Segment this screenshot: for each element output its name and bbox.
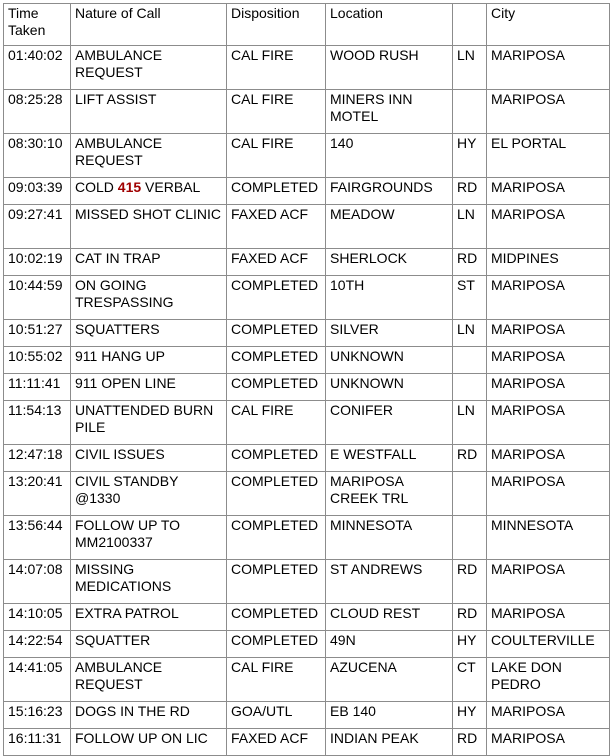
table-row: [4, 46, 610, 90]
cell-time: 11:11:41: [4, 374, 71, 401]
cell-location: ST ANDREWS: [326, 560, 453, 604]
cell-city: EL PORTAL: [487, 134, 610, 178]
cell-suffix: RD: [453, 560, 487, 604]
cell-disposition: COMPLETED: [227, 472, 326, 516]
cell-city: MARIPOSA: [487, 374, 610, 401]
cell-suffix: ST: [453, 276, 487, 320]
cell-nature: DOGS IN THE RD: [71, 702, 227, 729]
table-row: [4, 445, 610, 472]
cell-disposition: FAXED ACF: [227, 249, 326, 276]
cell-location: UNKNOWN: [326, 347, 453, 374]
cell-location: INDIAN PEAK: [326, 729, 453, 756]
nature-code-highlight: 415: [117, 179, 142, 195]
table-row: [4, 729, 610, 756]
cell-time: 16:11:31: [4, 729, 71, 756]
cell-city: MARIPOSA: [487, 702, 610, 729]
header-city: City: [487, 4, 610, 46]
cell-disposition: GOA/UTL: [227, 702, 326, 729]
cell-time: 14:41:05: [4, 658, 71, 702]
table-row: [4, 347, 610, 374]
cell-time: 11:54:13: [4, 401, 71, 445]
header-nature-of-call: Nature of Call: [71, 4, 227, 46]
table-row: [4, 134, 610, 178]
cell-time: 09:27:41: [4, 205, 71, 249]
header-disposition: Disposition: [227, 4, 326, 46]
cell-location: MARIPOSA CREEK TRL: [326, 472, 453, 516]
cell-suffix: LN: [453, 46, 487, 90]
table-row: [4, 658, 610, 702]
cell-disposition: COMPLETED: [227, 347, 326, 374]
cell-city: MARIPOSA: [487, 604, 610, 631]
table-row: [4, 604, 610, 631]
cell-city: MARIPOSA: [487, 46, 610, 90]
cell-disposition: COMPLETED: [227, 276, 326, 320]
cell-suffix: RD: [453, 729, 487, 756]
cell-time: 13:20:41: [4, 472, 71, 516]
nature-text-after: VERBAL: [141, 179, 201, 195]
cell-suffix: [453, 374, 487, 401]
cell-city: MIDPINES: [487, 249, 610, 276]
cell-suffix: [453, 472, 487, 516]
table-row: [4, 401, 610, 445]
cell-nature: EXTRA PATROL: [71, 604, 227, 631]
cell-disposition: CAL FIRE: [227, 401, 326, 445]
table-row: [4, 631, 610, 658]
cell-disposition: COMPLETED: [227, 374, 326, 401]
cell-time: 10:44:59: [4, 276, 71, 320]
cell-suffix: CT: [453, 658, 487, 702]
cell-suffix: HY: [453, 702, 487, 729]
cell-location: CONIFER: [326, 401, 453, 445]
header-time-taken: Time Taken: [4, 4, 71, 46]
cell-suffix: [453, 347, 487, 374]
cell-disposition: COMPLETED: [227, 445, 326, 472]
cell-city: MARIPOSA: [487, 401, 610, 445]
cell-location: 10TH: [326, 276, 453, 320]
cell-nature: ON GOING TRESPASSING: [71, 276, 227, 320]
cell-nature: 911 HANG UP: [71, 347, 227, 374]
cell-city: MARIPOSA: [487, 90, 610, 134]
header-suffix: [453, 4, 487, 46]
cell-suffix: HY: [453, 631, 487, 658]
cell-nature: FOLLOW UP TO MM2100337: [71, 516, 227, 560]
cell-disposition: FAXED ACF: [227, 205, 326, 249]
cell-city: MARIPOSA: [487, 445, 610, 472]
cell-time: 14:22:54: [4, 631, 71, 658]
cell-nature: UNATTENDED BURN PILE: [71, 401, 227, 445]
cell-time: 10:55:02: [4, 347, 71, 374]
cell-time: 10:02:19: [4, 249, 71, 276]
cell-disposition: CAL FIRE: [227, 134, 326, 178]
cell-nature: CIVIL STANDBY @1330: [71, 472, 227, 516]
table-row: [4, 320, 610, 347]
cell-city: LAKE DON PEDRO: [487, 658, 610, 702]
cell-suffix: RD: [453, 178, 487, 205]
cell-location: CLOUD REST: [326, 604, 453, 631]
cell-suffix: [453, 90, 487, 134]
cell-location: MINNESOTA: [326, 516, 453, 560]
cell-location: AZUCENA: [326, 658, 453, 702]
cell-location: SILVER: [326, 320, 453, 347]
cell-suffix: LN: [453, 205, 487, 249]
cell-disposition: COMPLETED: [227, 178, 326, 205]
cell-nature: SQUATTERS: [71, 320, 227, 347]
call-log-table: [3, 3, 610, 756]
cell-suffix: [453, 516, 487, 560]
cell-disposition: COMPLETED: [227, 604, 326, 631]
cell-time: 09:03:39: [4, 178, 71, 205]
cell-suffix: HY: [453, 134, 487, 178]
cell-location: MINERS INN MOTEL: [326, 90, 453, 134]
cell-time: 08:25:28: [4, 90, 71, 134]
cell-disposition: COMPLETED: [227, 631, 326, 658]
cell-suffix: LN: [453, 320, 487, 347]
cell-city: COULTERVILLE: [487, 631, 610, 658]
cell-nature: AMBULANCE REQUEST: [71, 134, 227, 178]
cell-city: MARIPOSA: [487, 276, 610, 320]
cell-nature: CAT IN TRAP: [71, 249, 227, 276]
cell-nature: MISSED SHOT CLINIC: [71, 205, 227, 249]
table-row: [4, 374, 610, 401]
table-row: [4, 90, 610, 134]
cell-disposition: COMPLETED: [227, 320, 326, 347]
cell-city: MARIPOSA: [487, 560, 610, 604]
cell-disposition: CAL FIRE: [227, 46, 326, 90]
cell-suffix: RD: [453, 249, 487, 276]
cell-city: MARIPOSA: [487, 205, 610, 249]
cell-time: 10:51:27: [4, 320, 71, 347]
cell-location: WOOD RUSH: [326, 46, 453, 90]
table-row: [4, 702, 610, 729]
cell-city: MINNESOTA: [487, 516, 610, 560]
cell-nature: LIFT ASSIST: [71, 90, 227, 134]
cell-suffix: RD: [453, 445, 487, 472]
header-location: Location: [326, 4, 453, 46]
header-row: [4, 4, 610, 46]
cell-time: 14:10:05: [4, 604, 71, 631]
cell-disposition: CAL FIRE: [227, 658, 326, 702]
cell-city: MARIPOSA: [487, 320, 610, 347]
cell-city: MARIPOSA: [487, 347, 610, 374]
cell-nature: MISSING MEDICATIONS: [71, 560, 227, 604]
cell-time: 12:47:18: [4, 445, 71, 472]
cell-location: 49N: [326, 631, 453, 658]
cell-time: 15:16:23: [4, 702, 71, 729]
cell-location: FAIRGROUNDS: [326, 178, 453, 205]
cell-nature: AMBULANCE REQUEST: [71, 658, 227, 702]
cell-nature: AMBULANCE REQUEST: [71, 46, 227, 90]
cell-location: UNKNOWN: [326, 374, 453, 401]
cell-suffix: LN: [453, 401, 487, 445]
table-row: [4, 178, 610, 205]
table-row: [4, 205, 610, 249]
cell-nature: SQUATTER: [71, 631, 227, 658]
table-row: [4, 276, 610, 320]
table-row: [4, 249, 610, 276]
cell-nature: CIVIL ISSUES: [71, 445, 227, 472]
cell-disposition: COMPLETED: [227, 516, 326, 560]
cell-nature: [71, 178, 227, 205]
cell-city: MARIPOSA: [487, 178, 610, 205]
table-row: [4, 560, 610, 604]
cell-location: EB 140: [326, 702, 453, 729]
cell-disposition: CAL FIRE: [227, 90, 326, 134]
cell-time: 14:07:08: [4, 560, 71, 604]
cell-location: SHERLOCK: [326, 249, 453, 276]
cell-time: 13:56:44: [4, 516, 71, 560]
cell-location: 140: [326, 134, 453, 178]
cell-nature: 911 OPEN LINE: [71, 374, 227, 401]
cell-city: MARIPOSA: [487, 729, 610, 756]
table-row: [4, 472, 610, 516]
cell-time: 08:30:10: [4, 134, 71, 178]
cell-suffix: RD: [453, 604, 487, 631]
cell-location: E WESTFALL: [326, 445, 453, 472]
cell-disposition: FAXED ACF: [227, 729, 326, 756]
cell-location: MEADOW: [326, 205, 453, 249]
cell-nature: FOLLOW UP ON LIC: [71, 729, 227, 756]
cell-time: 01:40:02: [4, 46, 71, 90]
nature-text: COLD: [75, 179, 118, 195]
table-row: [4, 516, 610, 560]
cell-disposition: COMPLETED: [227, 560, 326, 604]
cell-city: MARIPOSA: [487, 472, 610, 516]
